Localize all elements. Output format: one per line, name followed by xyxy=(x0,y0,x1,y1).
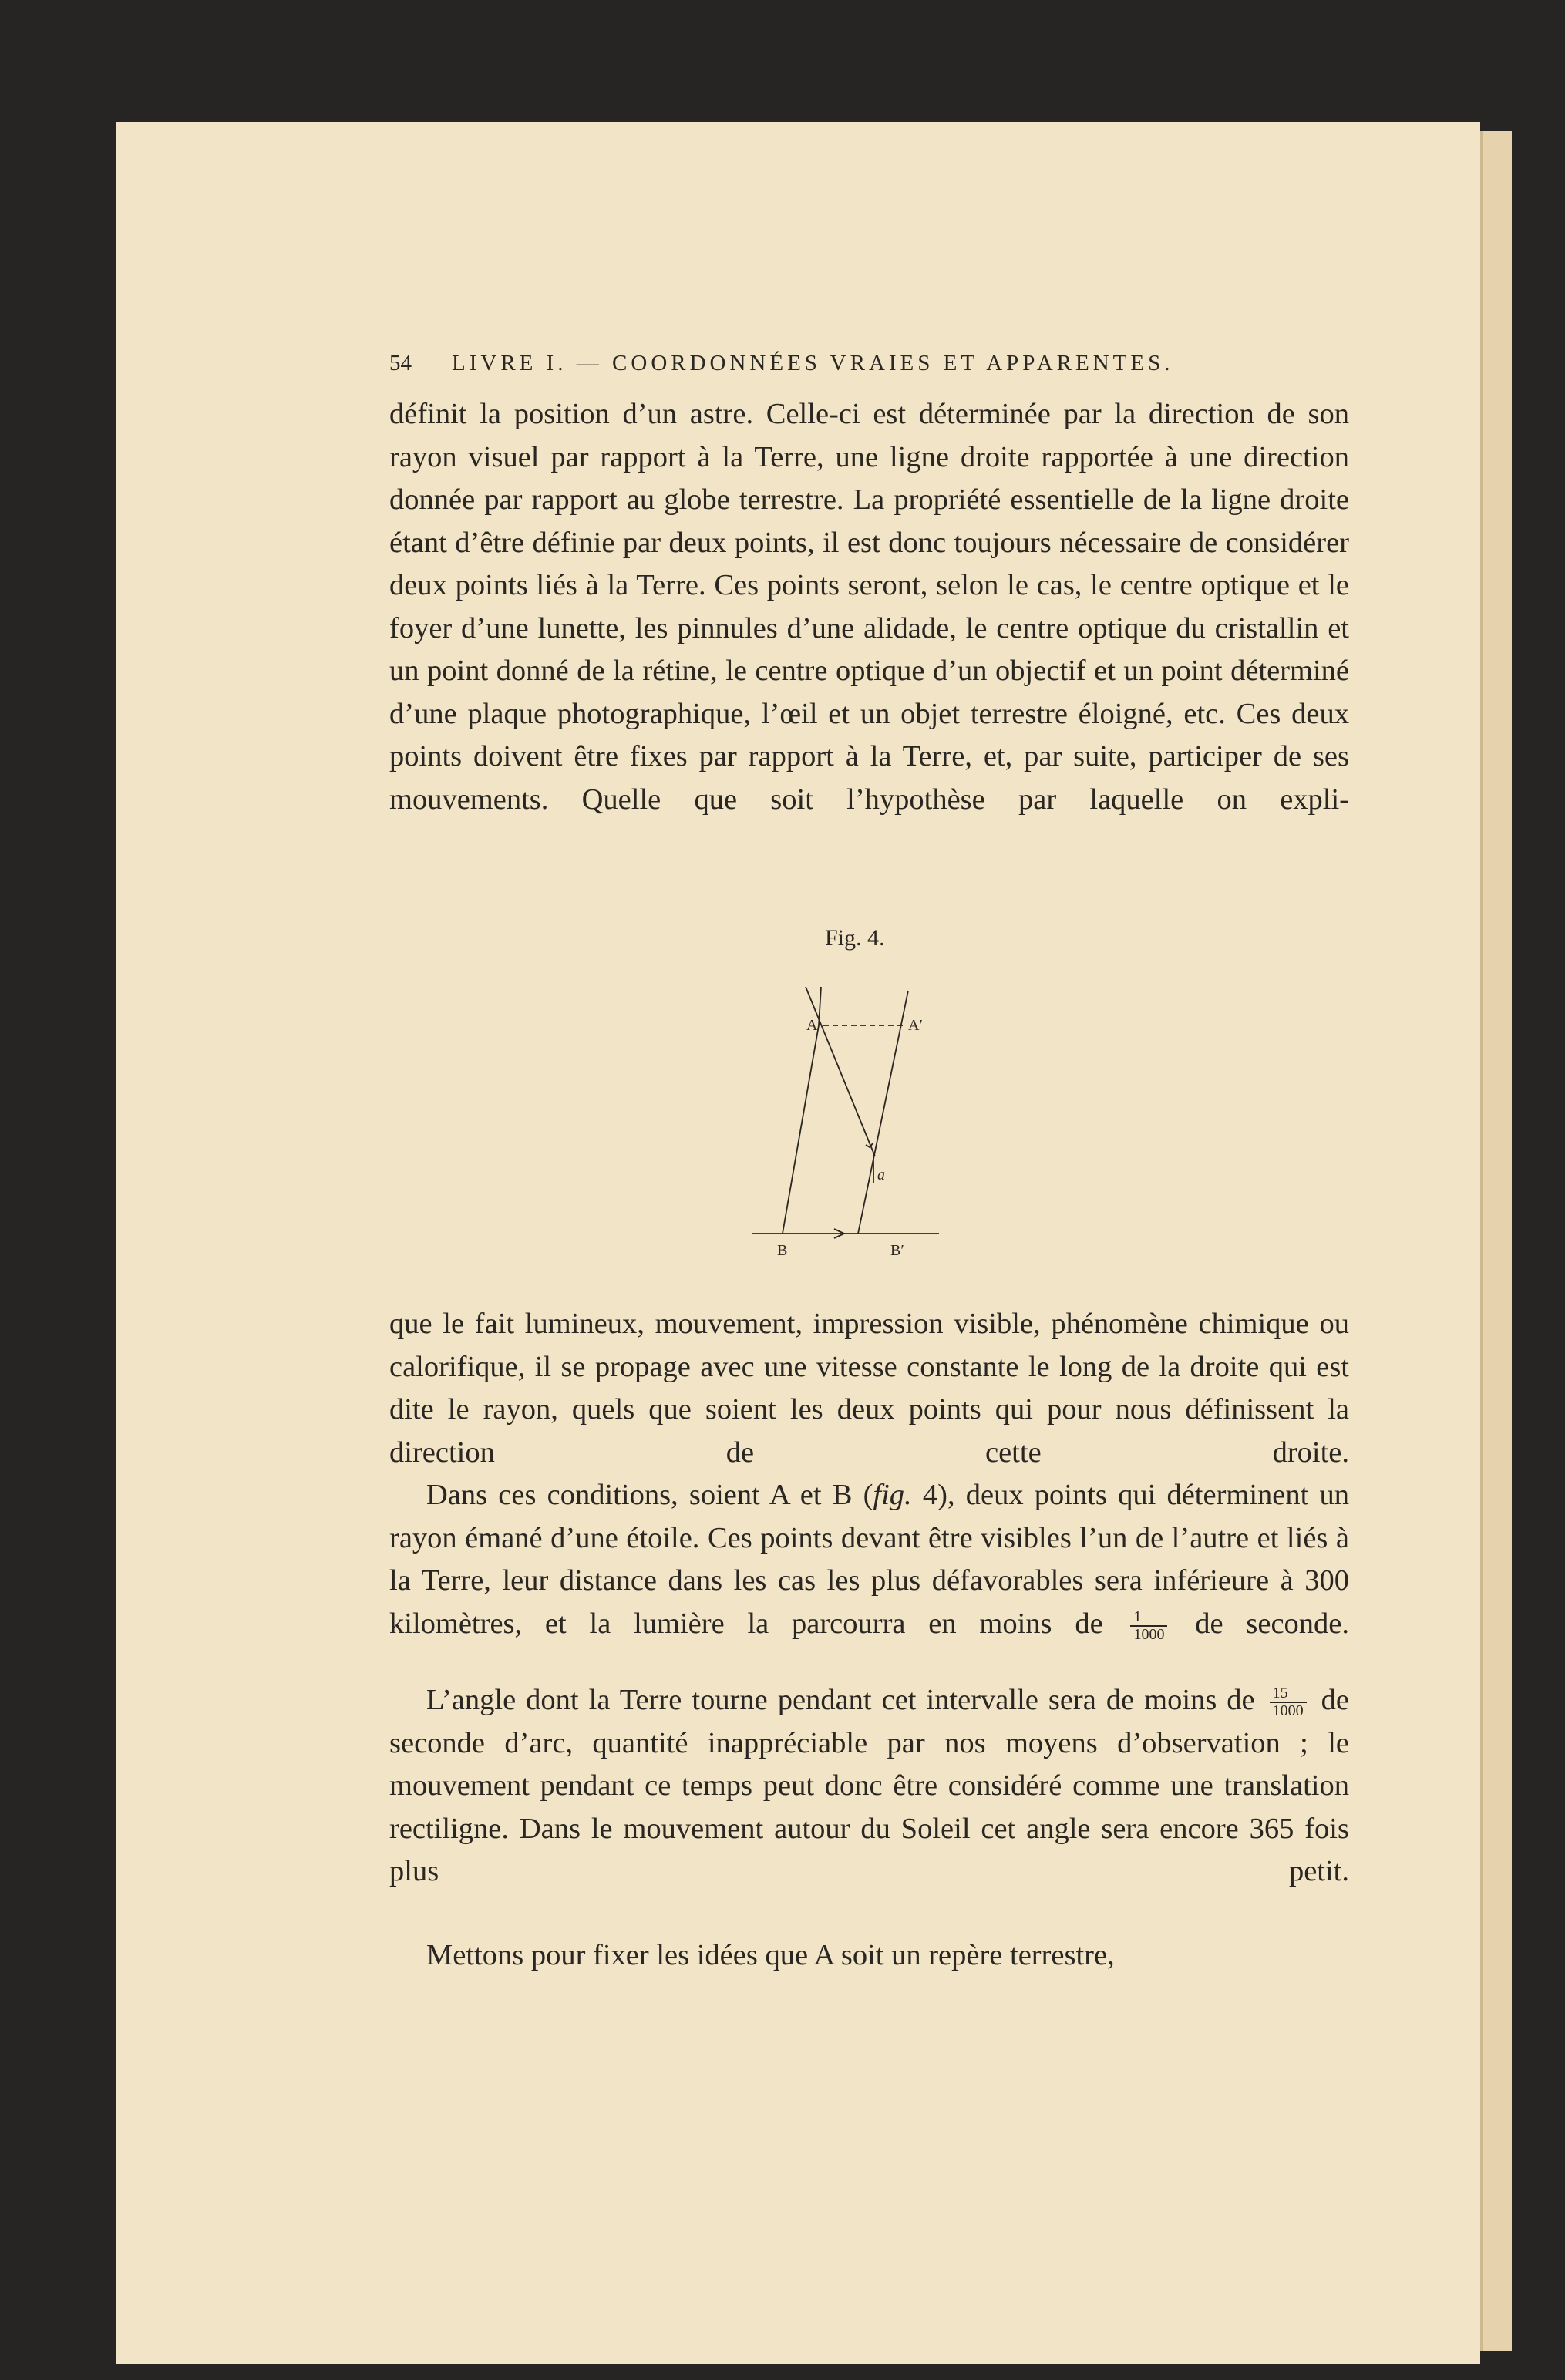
label-B: B xyxy=(777,1242,788,1259)
figure-4-diagram xyxy=(732,971,964,1264)
paragraph-4-text-a: L’angle dont la Terre tourne pendant cet intervalle sera de moins de xyxy=(426,1684,1255,1716)
paragraph-4-text-b: de seconde d’arc, quantité inappréciable par nos moyens d’observation ; le mouvement pendant ce temps peut donc être considéré comme une translation rectiligne. Dans le mouvement autour du Soleil cet angle sera encore 365 fois plus petit. xyxy=(389,1684,1350,1887)
running-header xyxy=(389,351,1345,376)
paragraph-2 xyxy=(389,1303,1349,1474)
fraction-15-1000: $\frac{15}{1000}$ xyxy=(1270,1685,1307,1719)
paragraph-1: définit la position d’un astre. Celle-ci est déterminée par la direction de son rayon visuel par rapport à la Terre, une ligne droite rapportée à une direction donnée par rapport au globe terrestre. La propriété essentielle de la ligne droite étant d’être définie par deux points, il est donc toujours nécessaire de considérer deux points liés à la Terre. Ces points seront, selon le cas, le centre optique et le foyer d’une lunette, les pinnules d’une alidade, le centre optique du cristallin et un point donné de la rétine, le centre optique d’un objectif et un point déterminé d’une plaque photographique, l’œil et un objet terrestre éloigné, etc. Ces deux points doivent être fixes par rapport à la Terre, et, par suite, participer de ses mouvements. Quelle que soit l’hypothèse par laquelle on expli- xyxy=(389,398,1349,816)
paragraph-3-text-c: de seconde. xyxy=(1195,1607,1349,1640)
paragraph-4 xyxy=(389,1679,1349,1894)
line-Aprime-Bprime xyxy=(858,991,908,1234)
label-A-prime: A′ xyxy=(908,1017,923,1034)
page-edge xyxy=(1480,131,1512,2351)
paragraph-5-text: Mettons pour fixer les idées que A soit un repère terrestre, xyxy=(426,1939,1115,1971)
fraction-1-1000: $\frac{1}{1000}$ xyxy=(1130,1609,1167,1643)
label-A: A xyxy=(806,1017,818,1034)
figure-caption: Fig. 4. xyxy=(825,925,885,951)
label-a: a xyxy=(877,1166,885,1183)
paragraph-2-text: que le fait lumineux, mouvement, impression visible, phénomène chimique ou calorifique, il se propage avec une vitesse constante le long de la droite qui est dite le rayon, quels que soient les deux points qui pour nous définissent la direction de cette droite. xyxy=(389,1308,1349,1469)
running-title: LIVRE I. — COORDONNÉES VRAIES ET APPARENTES. xyxy=(452,351,1174,375)
paragraph-3 xyxy=(389,1474,1349,1645)
label-B-prime: B′ xyxy=(890,1242,904,1259)
paragraph-3-text-b: 4), deux points qui déterminent un rayon émané d’une étoile. Ces points devant être visibles l’un de l’autre et liés à la Terre, leur distance dans les cas les plus défavorables sera inférieure à 300 kilomètres, et la lumière la parcourra en moins de xyxy=(389,1479,1350,1640)
line-A-B xyxy=(782,1025,819,1234)
paragraph-3-fig-ref: fig. xyxy=(873,1479,912,1511)
paragraph-3-text-a: Dans ces conditions, soient A et B ( xyxy=(426,1479,873,1511)
diagonal-ray xyxy=(806,987,875,1156)
page-number: 54 xyxy=(389,351,412,375)
paragraph-5 xyxy=(389,1934,1349,1978)
